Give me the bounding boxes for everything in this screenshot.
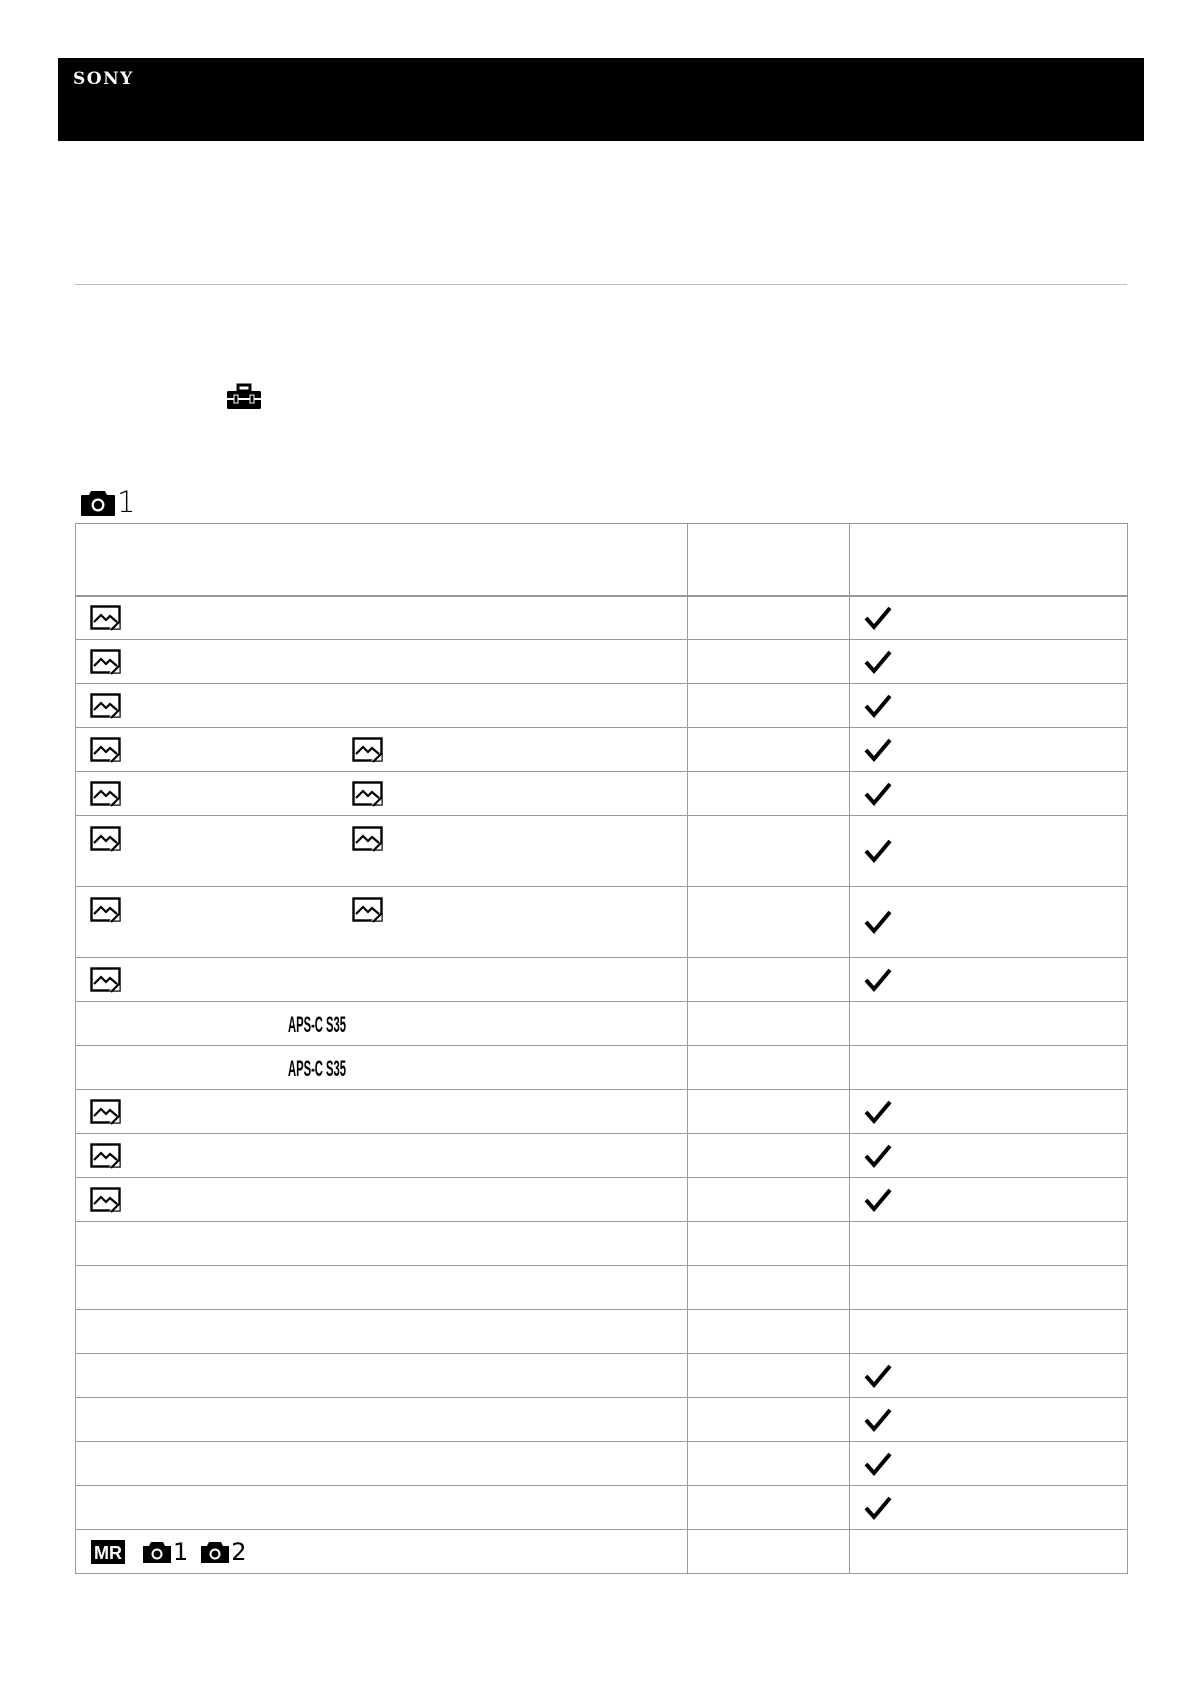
check-cell — [850, 772, 1128, 816]
still-image-icon — [90, 967, 121, 993]
check-cell — [850, 1486, 1128, 1530]
table-row — [76, 1530, 1128, 1574]
check-cell — [850, 640, 1128, 684]
value-cell — [688, 1486, 850, 1530]
checkmark-icon — [864, 967, 892, 993]
table-row — [76, 1486, 1128, 1530]
check-cell — [850, 684, 1128, 728]
check-cell — [850, 1442, 1128, 1486]
setting-cell — [76, 1530, 688, 1574]
setting-cell — [76, 958, 688, 1002]
still-image-icon — [90, 693, 121, 719]
checkmark-icon — [864, 1451, 892, 1477]
check-cell — [850, 1310, 1128, 1354]
check-cell — [850, 1398, 1128, 1442]
table-row — [76, 728, 1128, 772]
value-cell — [688, 1134, 850, 1178]
checkmark-icon — [864, 605, 892, 631]
checkmark-icon — [864, 1143, 892, 1169]
check-cell — [850, 958, 1128, 1002]
aps-c-s35-badge — [288, 1011, 348, 1037]
setting-cell — [76, 1442, 688, 1486]
svg-text:APS-C S35: APS-C S35 — [288, 1055, 346, 1081]
setting-cell — [76, 887, 688, 958]
value-cell — [688, 1002, 850, 1046]
still-image-icon — [352, 897, 383, 923]
checkmark-icon — [864, 1099, 892, 1125]
table-header-cell — [688, 524, 850, 596]
check-cell — [850, 1134, 1128, 1178]
value-cell — [688, 1398, 850, 1442]
table-row — [76, 958, 1128, 1002]
value-cell — [688, 1222, 850, 1266]
setting-cell — [76, 772, 688, 816]
camera-1-number: 1 — [173, 1537, 189, 1566]
check-cell — [850, 816, 1128, 887]
setting-cell — [76, 1266, 688, 1310]
setting-cell — [76, 596, 688, 640]
header-bar — [58, 58, 1144, 141]
camera-icon — [80, 488, 116, 517]
value-cell — [688, 1178, 850, 1222]
aps-c-s35-badge — [288, 1055, 348, 1081]
still-image-icon — [352, 737, 383, 763]
still-image-icon — [352, 826, 383, 852]
table-row — [76, 887, 1128, 958]
check-cell — [850, 1222, 1128, 1266]
check-cell — [850, 1530, 1128, 1574]
table-header-cell — [850, 524, 1128, 596]
value-cell — [688, 640, 850, 684]
check-cell — [850, 1090, 1128, 1134]
checkmark-icon — [864, 1363, 892, 1389]
setting-cell — [76, 640, 688, 684]
table-row — [76, 1002, 1128, 1046]
still-image-icon — [90, 737, 121, 763]
table-row — [76, 640, 1128, 684]
setting-cell — [76, 1002, 688, 1046]
table-row — [76, 1046, 1128, 1090]
check-cell — [850, 1002, 1128, 1046]
check-cell — [850, 1354, 1128, 1398]
section-number: 1 — [117, 485, 136, 519]
table-header-row — [76, 524, 1128, 596]
checkmark-icon — [864, 1187, 892, 1213]
checkmark-icon — [864, 838, 892, 864]
check-cell — [850, 1178, 1128, 1222]
value-cell — [688, 1354, 850, 1398]
checkmark-icon — [864, 1495, 892, 1521]
table-row — [76, 684, 1128, 728]
value-cell — [688, 958, 850, 1002]
check-cell — [850, 1266, 1128, 1310]
value-cell — [688, 1266, 850, 1310]
value-cell — [688, 1442, 850, 1486]
check-cell — [850, 596, 1128, 640]
setting-cell — [76, 1354, 688, 1398]
value-cell — [688, 1530, 850, 1574]
still-image-icon — [90, 649, 121, 675]
memory-recall-icon — [90, 1539, 126, 1565]
table-row — [76, 1222, 1128, 1266]
title-divider — [75, 284, 1127, 285]
setting-cell — [76, 1398, 688, 1442]
checkmark-icon — [864, 781, 892, 807]
setting-cell — [76, 816, 688, 887]
table-row — [76, 1442, 1128, 1486]
still-image-icon — [90, 781, 121, 807]
table-row — [76, 1090, 1128, 1134]
checkmark-icon — [864, 693, 892, 719]
value-cell — [688, 1046, 850, 1090]
camera-2-number: 2 — [231, 1537, 247, 1566]
camera-1-icon — [142, 1540, 172, 1564]
table-row — [76, 596, 1128, 640]
table-row — [76, 1398, 1128, 1442]
checkmark-icon — [864, 737, 892, 763]
table-header-cell — [76, 524, 688, 596]
value-cell — [688, 596, 850, 640]
checkmark-icon — [864, 649, 892, 675]
setting-cell — [76, 1134, 688, 1178]
section-heading — [80, 487, 135, 517]
setting-cell — [76, 1090, 688, 1134]
table-row — [76, 1310, 1128, 1354]
value-cell — [688, 684, 850, 728]
setting-cell — [76, 1222, 688, 1266]
camera-2-icon — [200, 1540, 230, 1564]
setting-cell — [76, 1310, 688, 1354]
brand-logo: SONY — [73, 69, 134, 89]
table-row — [76, 1178, 1128, 1222]
value-cell — [688, 816, 850, 887]
table-row — [76, 772, 1128, 816]
still-image-icon — [90, 897, 121, 923]
value-cell — [688, 728, 850, 772]
check-cell — [850, 1046, 1128, 1090]
setting-cell — [76, 728, 688, 772]
still-image-icon — [352, 781, 383, 807]
check-cell — [850, 887, 1128, 958]
still-image-icon — [90, 1187, 121, 1213]
still-image-icon — [90, 826, 121, 852]
toolbox-icon — [226, 384, 262, 410]
still-image-icon — [90, 605, 121, 631]
table-row — [76, 1134, 1128, 1178]
setting-cell — [76, 684, 688, 728]
svg-text:MR: MR — [94, 1542, 122, 1563]
still-image-icon — [90, 1099, 121, 1125]
check-cell — [850, 728, 1128, 772]
value-cell — [688, 1310, 850, 1354]
settings-table — [75, 523, 1128, 1574]
setting-cell — [76, 1486, 688, 1530]
table-row — [76, 1266, 1128, 1310]
checkmark-icon — [864, 909, 892, 935]
value-cell — [688, 772, 850, 816]
setting-cell — [76, 1046, 688, 1090]
table-row — [76, 816, 1128, 887]
value-cell — [688, 1090, 850, 1134]
still-image-icon — [90, 1143, 121, 1169]
setting-cell — [76, 1178, 688, 1222]
table-row — [76, 1354, 1128, 1398]
value-cell — [688, 887, 850, 958]
checkmark-icon — [864, 1407, 892, 1433]
svg-text:APS-C S35: APS-C S35 — [288, 1011, 346, 1037]
